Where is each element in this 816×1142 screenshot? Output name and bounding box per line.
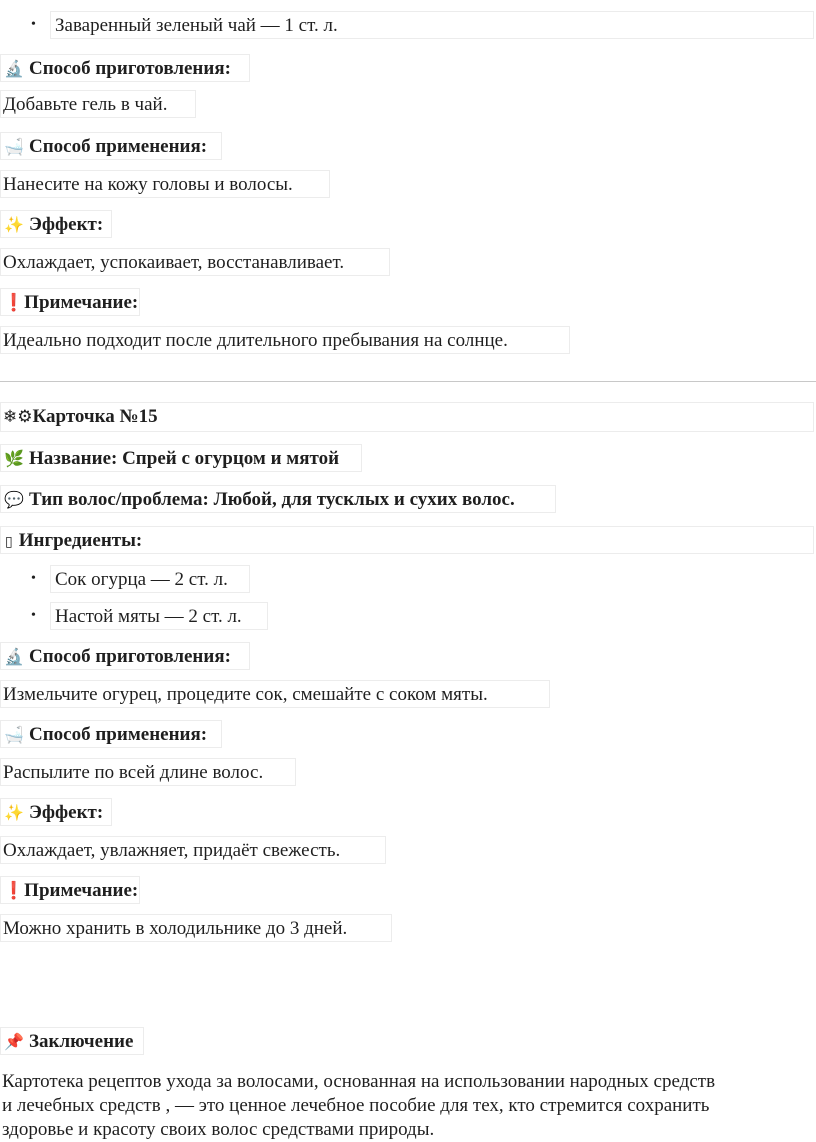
- card-title-text: Карточка №15: [32, 406, 158, 427]
- conclusion-paragraph: [0, 1068, 812, 1142]
- exclamation-icon: ❗: [3, 881, 25, 901]
- prep-label: Способ приготовления:: [29, 58, 231, 79]
- use-label: Способ применения:: [29, 724, 208, 745]
- prep-label: Способ приготовления:: [29, 646, 231, 667]
- note-label: Примечание:: [24, 292, 139, 313]
- microscope-icon: 🔬: [4, 59, 24, 78]
- use-text: Распылите по всей длине волос.: [0, 758, 296, 786]
- sparkles-icon: ✨: [4, 803, 24, 822]
- use-label: Способ применения:: [29, 136, 208, 157]
- effect-text: Охлаждает, успокаивает, восстанавливает.: [0, 248, 390, 276]
- microscope-icon: 🔬: [4, 647, 24, 666]
- effect-heading: [0, 210, 112, 238]
- exclamation-icon: ❗: [3, 293, 25, 313]
- effect-heading: [0, 798, 112, 826]
- conclusion-line: и лечебных средств , — это ценное лечебное пособие для тех, кто стремится сохранить: [2, 1095, 710, 1116]
- conclusion-line: Картотека рецептов ухода за волосами, основанная на использовании народных средств: [2, 1071, 716, 1092]
- note-heading: [0, 876, 140, 904]
- use-heading: [0, 720, 222, 748]
- conclusion-title: Заключение: [29, 1031, 134, 1052]
- ingredients-heading: [0, 526, 814, 554]
- note-text: Можно хранить в холодильнике до 3 дней.: [0, 914, 392, 942]
- note-heading: [0, 288, 140, 316]
- ingredient-item: Заваренный зеленый чай — 1 ст. л.: [50, 11, 814, 39]
- conclusion-line: здоровье и красоту своих волос средствами природы.: [2, 1119, 435, 1140]
- list-bullet: •: [31, 17, 36, 32]
- hair-type: [0, 485, 556, 513]
- sparkles-icon: ✨: [4, 215, 24, 234]
- card-divider: [0, 381, 816, 382]
- herb-icon: 🌿: [4, 449, 24, 468]
- hair-type-text: Тип волос/проблема: Любой, для тусклых и сухих волос.: [29, 489, 515, 510]
- effect-text: Охлаждает, увлажняет, придаёт свежесть.: [0, 836, 386, 864]
- list-bullet: •: [31, 608, 36, 623]
- bathtub-icon: 🛁: [4, 725, 24, 744]
- ingredient-item: Сок огурца — 2 ст. л.: [50, 565, 250, 593]
- card-title: [0, 402, 814, 432]
- use-heading: [0, 132, 222, 160]
- prep-text: Измельчите огурец, процедите сок, смешайте с соком мяты.: [0, 680, 550, 708]
- prep-heading: [0, 54, 250, 82]
- prep-heading: [0, 642, 250, 670]
- list-bullet: •: [31, 571, 36, 586]
- effect-label: Эффект:: [29, 214, 104, 235]
- ingredient-item: Настой мяты — 2 ст. л.: [50, 602, 268, 630]
- effect-label: Эффект:: [29, 802, 104, 823]
- snowflake-gear-icon: ❄⚙: [3, 407, 33, 427]
- use-text: Нанесите на кожу головы и волосы.: [0, 170, 330, 198]
- prep-text: Добавьте гель в чай.: [0, 90, 196, 118]
- missing-glyph-icon: ▯: [5, 534, 13, 550]
- recipe-name: [0, 444, 362, 472]
- note-label: Примечание:: [24, 880, 139, 901]
- speech-bubble-icon: 💬: [4, 490, 24, 509]
- recipe-name-text: Название: Спрей с огурцом и мятой: [29, 448, 340, 469]
- conclusion-heading: [0, 1027, 144, 1055]
- pushpin-icon: 📌: [4, 1032, 24, 1051]
- note-text: Идеально подходит после длительного пребывания на солнце.: [0, 326, 570, 354]
- bathtub-icon: 🛁: [4, 137, 24, 156]
- ingredients-label: Ингредиенты:: [18, 530, 143, 551]
